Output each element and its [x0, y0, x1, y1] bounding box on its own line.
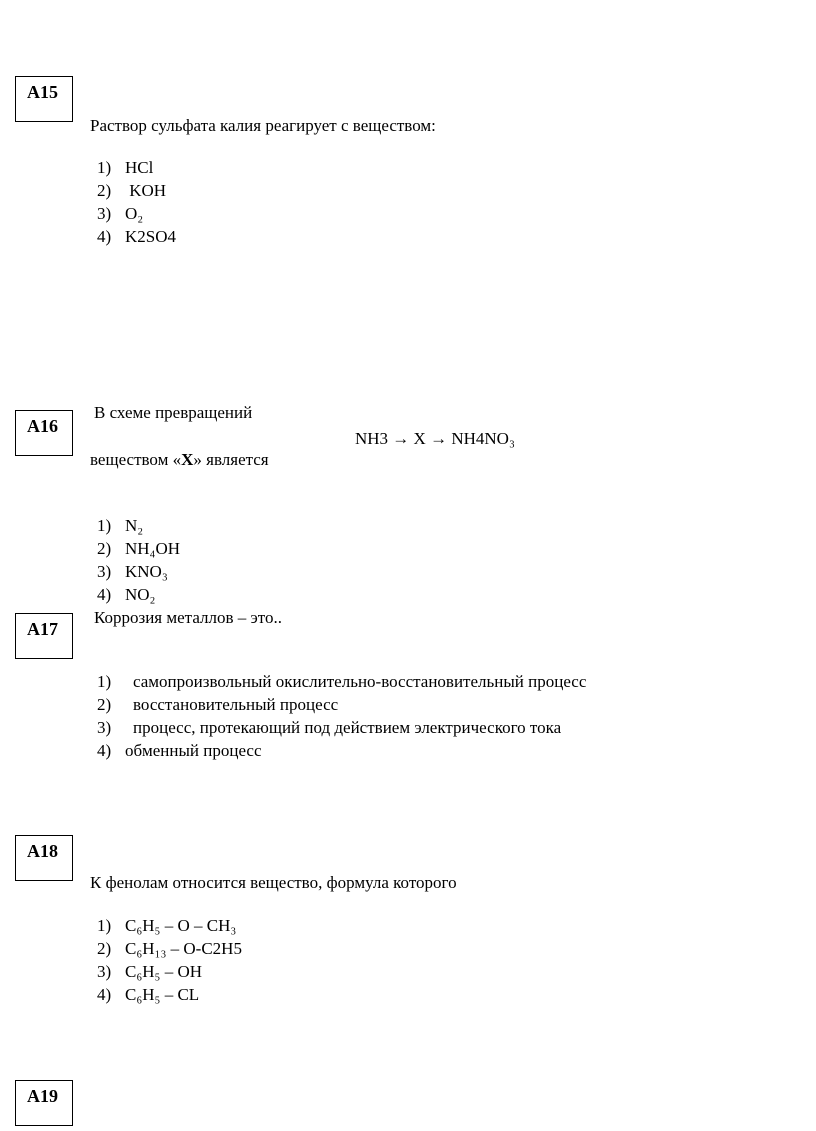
option-a16-4: 4) NO₂: [97, 585, 156, 604]
option-a18-3: 3) C₆H₅ – OH: [97, 962, 203, 981]
option-a18-4: 4) C₆H₅ – CL: [97, 985, 200, 1004]
question-label-a18: А18: [15, 835, 73, 881]
option-a15-2: 2) KOH: [97, 181, 167, 200]
question-label-a19: А19: [15, 1080, 73, 1126]
question-text-a16-line1: В схеме превращений: [94, 403, 253, 422]
option-a15-3: 3) O₂: [97, 204, 144, 223]
option-a16-3: 3) KNO₃: [97, 562, 168, 581]
option-a15-4: 4) K2SO4: [97, 227, 177, 246]
options-list-a18: [97, 914, 242, 1006]
option-a17-1: 1) самопроизвольный окислительно-восстановительный процесс: [97, 672, 587, 691]
question-label-a17: А17: [15, 613, 73, 659]
options-list-a17: [97, 670, 586, 762]
conversion-scheme: NH3 → X → NH4NO₃: [355, 429, 515, 448]
question-text-a15: Раствор сульфата калия реагирует с веществом:: [90, 116, 436, 135]
question-text-a17: Коррозия металлов – это..: [94, 608, 283, 627]
option-a17-2: 2) восстановительный процесс: [97, 695, 339, 714]
option-a15-1: 1) HCl: [97, 158, 154, 177]
question-text-a16-line2: веществом «Х» является: [90, 450, 269, 469]
options-list-a15: [97, 156, 176, 248]
option-a17-4: 4) обменный процесс: [97, 741, 262, 760]
question-text-a18: К фенолам относится вещество, формула которого: [90, 873, 457, 892]
question-label-a16: А16: [15, 410, 73, 456]
question-label-a15: А15: [15, 76, 73, 122]
option-a18-2: 2) C₆H₁₃ – O-C2H5: [97, 939, 242, 958]
option-a16-1: 1) N₂: [97, 516, 144, 535]
option-a16-2: 2) NH₄OH: [97, 539, 181, 558]
option-a17-3: 3) процесс, протекающий под действием электрического тока: [97, 718, 562, 737]
option-a18-1: 1) C₆H₅ – O – CH₃: [97, 916, 237, 935]
options-list-a16: [97, 514, 180, 606]
